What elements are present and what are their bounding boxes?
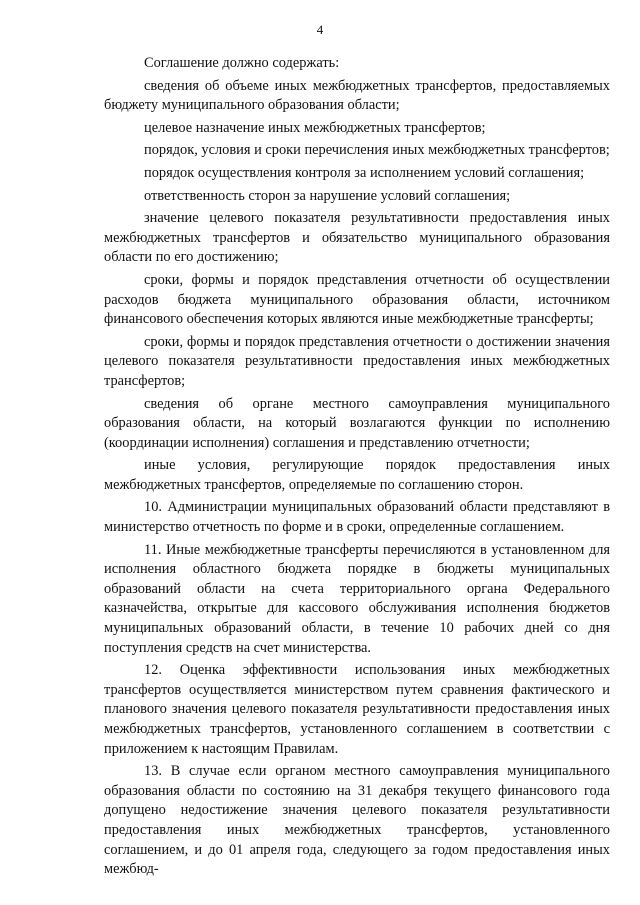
- paragraph-item-13: 13. В случае если органом местного самоуправления муниципального образования области по состоянию на 31 декабря текущего финансового года допущено недостижение значения целевого показателя результативности предоставления иных межбюджетных трансфертов, установленного соглашением, и до 01 апреля года, следующего за годом предоставления иных межбюд-: [104, 763, 610, 878]
- paragraph-transfer-volume: сведения об объеме иных межбюджетных трансфертов, предоставляемых бюджету муниципального образования области;: [104, 77, 610, 114]
- paragraph-transfer-terms: порядок, условия и сроки перечисления иных межбюджетных трансфертов;: [144, 142, 610, 159]
- page-number: 4: [316, 22, 324, 37]
- paragraph-other-conditions: иные условия, регулирующие порядок предоставления иных межбюджетных трансфертов, определяемые по соглашению сторон.: [104, 457, 610, 493]
- paragraph-target-indicator: значение целевого показателя результативности предоставления иных межбюджетных трансфертов и обязательство муниципального образования области по его достижению;: [104, 210, 610, 266]
- paragraph-indicator-reporting: сроки, формы и порядок представления отчетности о достижении значения целевого показателя результативности предоставления иных межбюджетных трансфертов;: [104, 333, 610, 389]
- paragraph-expense-reporting: сроки, формы и порядок представления отчетности об осуществлении расходов бюджета муниципального образования области, источником финансового обеспечения которых являются иные межбюджетные трансферты;: [104, 271, 610, 328]
- paragraph-responsible-body: сведения об органе местного самоуправления муниципального образования области, на который возлагаются функции по исполнению (координации исполнения) соглашения и представлению отчетности;: [104, 395, 610, 451]
- paragraph-item-10: 10. Администрации муниципальных образований области представляют в министерство отчетность по форме и в сроки, определенные соглашением.: [104, 499, 610, 536]
- paragraph-responsibility: ответственность сторон за нарушение условий соглашения;: [144, 187, 511, 204]
- paragraph-item-11: 11. Иные межбюджетные трансферты перечисляются в установленном для исполнения областного бюджета порядке в бюджеты муниципальных образований области на счета территориального органа Федерального казначейства, открытые для кассового обслуживания исполнения бюджетов муниципальных образований области, в течение 10 рабочих дней со дня поступления средств на счет министерства.: [104, 541, 610, 656]
- document-body: [104, 54, 610, 883]
- paragraph-agreement-intro: Соглашение должно содержать:: [144, 55, 340, 71]
- paragraph-purpose: целевое назначение иных межбюджетных трансфертов;: [144, 119, 486, 136]
- paragraph-control-procedure: порядок осуществления контроля за исполнением условий соглашения;: [144, 164, 585, 181]
- paragraph-item-12: 12. Оценка эффективности использования иных межбюджетных трансфертов осуществляется министерством путем сравнения фактического и планового значения целевого показателя результативности предоставления иных межбюджетных трансфертов, установленного соглашением в соответствии с приложением к настоящим Правилам.: [104, 662, 610, 757]
